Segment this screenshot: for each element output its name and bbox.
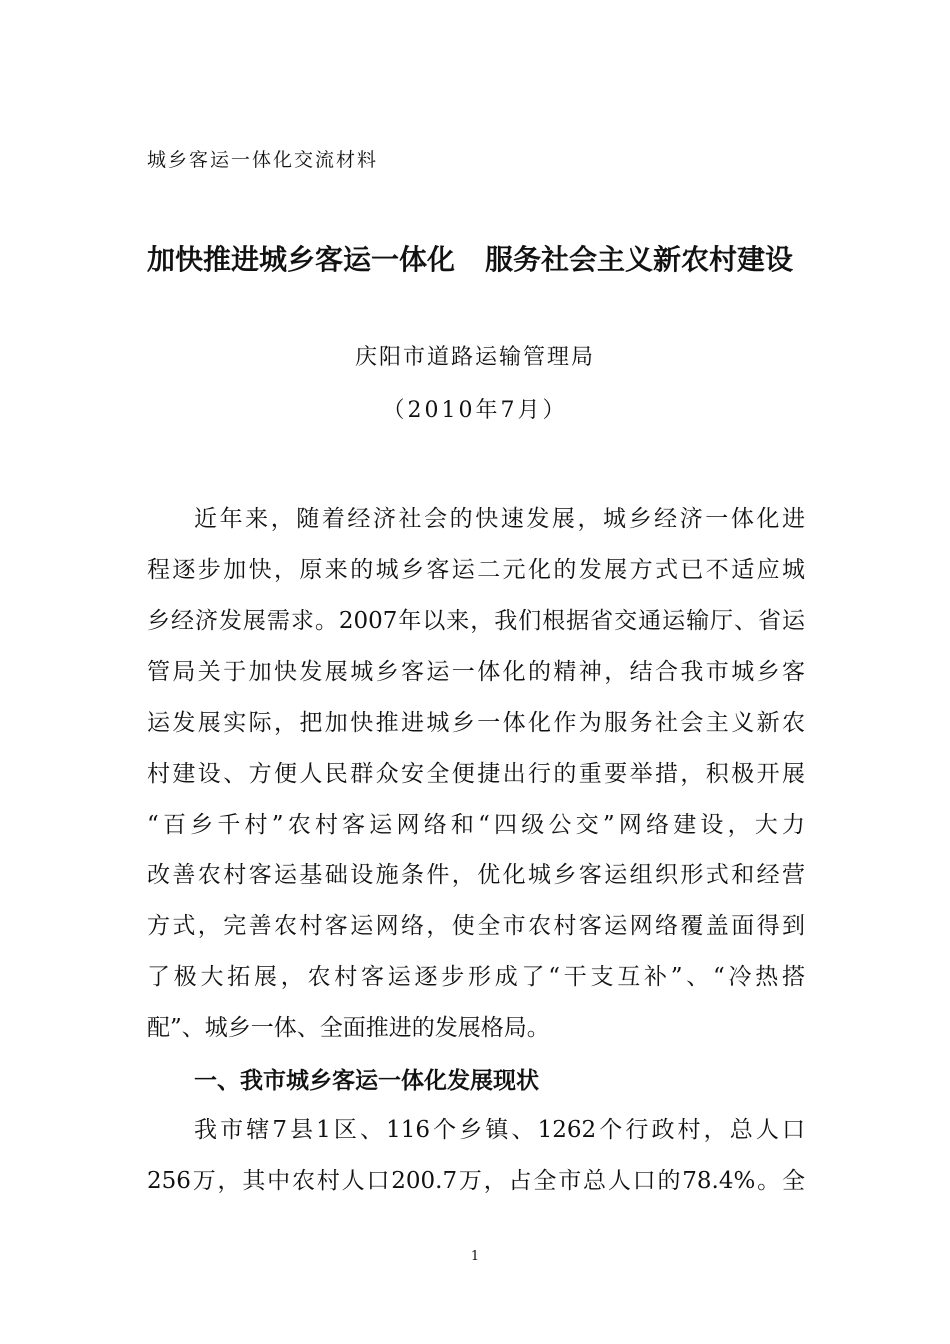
- paragraph-line: 改善农村客运基础设施条件，优化城乡客运组织形式和经营: [147, 862, 805, 888]
- paragraph-line: 乡经济发展需求。2007年以来，我们根据省交通运输厅、省运: [147, 608, 805, 634]
- paragraph-line: 近年来，随着经济社会的快速发展，城乡经济一体化进: [194, 506, 805, 532]
- document-topic: 城乡客运一体化交流材料: [147, 149, 379, 171]
- title-part-1: 加快推进城乡客运一体化: [147, 243, 456, 276]
- paragraph-line: 程逐步加快，原来的城乡客运二元化的发展方式已不适应城: [147, 557, 805, 583]
- title-part-2: 服务社会主义新农村建设: [485, 243, 794, 276]
- paragraph-line: 运发展实际，把加快推进城乡一体化作为服务社会主义新农: [147, 710, 805, 736]
- section-heading: 一、我市城乡客运一体化发展现状: [194, 1068, 539, 1094]
- paragraph-line: 256万，其中农村人口200.7万，占全市总人口的78.4%。全: [147, 1168, 805, 1194]
- page-number: 1: [470, 1249, 480, 1264]
- paragraph-line: 配”、城乡一体、全面推进的发展格局。: [147, 1015, 550, 1041]
- paragraph-line: 了极大拓展，农村客运逐步形成了“干支互补”、“冷热搭: [147, 964, 805, 990]
- paragraph-line: 方式，完善农村客运网络，使全市农村客运网络覆盖面得到: [147, 913, 805, 939]
- paragraph-line: “百乡千村”农村客运网络和“四级公交”网络建设，大力: [147, 812, 805, 838]
- document-date: （2010年7月）: [382, 398, 568, 423]
- paragraph-line: 我市辖7县1区、116个乡镇、1262个行政村，总人口: [194, 1117, 805, 1143]
- author-organization: 庆阳市道路运输管理局: [354, 345, 595, 370]
- document-title: [147, 238, 827, 278]
- paragraph-line: 管局关于加快发展城乡客运一体化的精神，结合我市城乡客: [147, 659, 805, 685]
- paragraph-line: 村建设、方便人民群众安全便捷出行的重要举措，积极开展: [147, 761, 805, 787]
